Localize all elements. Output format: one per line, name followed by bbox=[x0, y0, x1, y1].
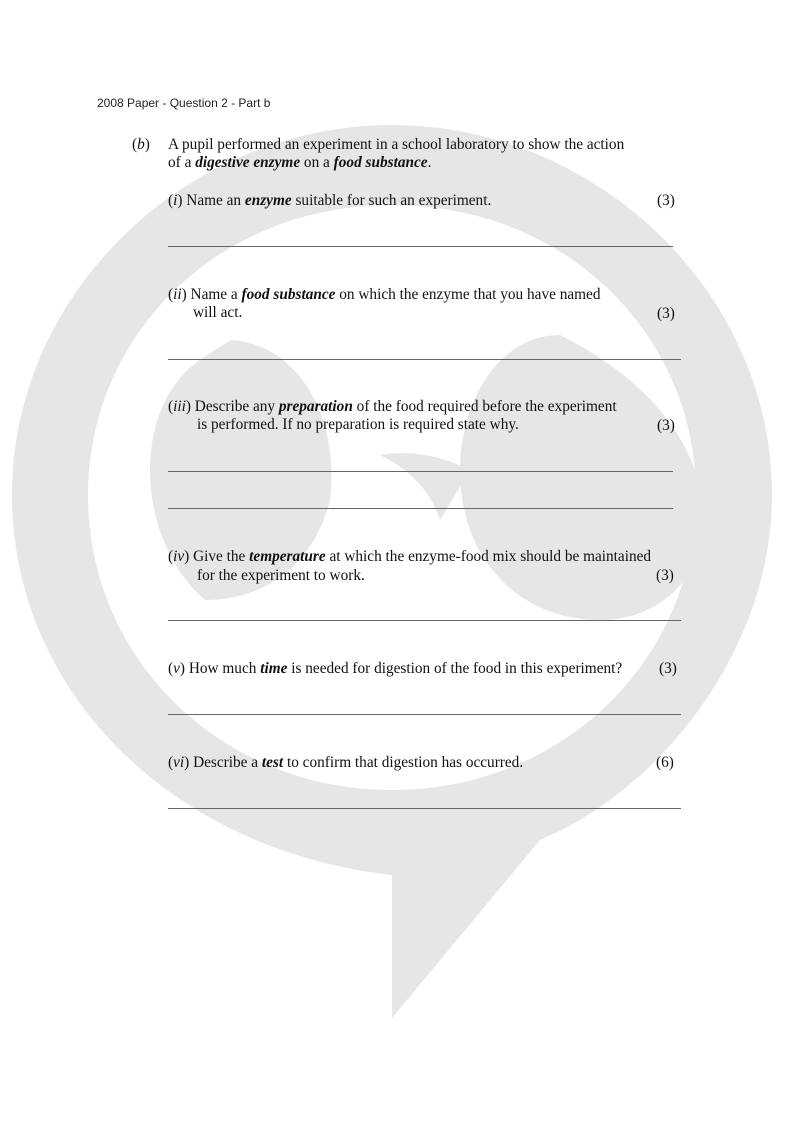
question-v: (v) How much time is needed for digestion of the food in this experiment? bbox=[168, 660, 623, 677]
question-iii-cont: is performed. If no preparation is required state why. bbox=[197, 416, 519, 433]
marks-ii: (3) bbox=[657, 305, 675, 322]
marks-i: (3) bbox=[657, 192, 675, 209]
answer-line-iv[interactable] bbox=[168, 620, 681, 621]
marks-vi: (6) bbox=[656, 754, 674, 771]
part-label: (b) bbox=[132, 136, 150, 153]
answer-line-iii-2[interactable] bbox=[168, 508, 673, 509]
question-iv-cont: for the experiment to work. bbox=[197, 567, 365, 584]
question-iii: (iii) Describe any preparation of the food required before the experiment bbox=[168, 398, 617, 415]
part-intro-line2: of a digestive enzyme on a food substance. bbox=[168, 154, 432, 171]
answer-line-vi[interactable] bbox=[168, 808, 681, 809]
part-intro-line1: A pupil performed an experiment in a school laboratory to show the action bbox=[168, 136, 625, 153]
question-vi: (vi) Describe a test to confirm that digestion has occurred. bbox=[168, 754, 524, 771]
page-header: 2008 Paper - Question 2 - Part b bbox=[97, 96, 271, 110]
marks-v: (3) bbox=[659, 660, 677, 677]
question-ii: (ii) Name a food substance on which the enzyme that you have named bbox=[168, 286, 601, 303]
marks-iv: (3) bbox=[656, 567, 674, 584]
answer-line-iii-1[interactable] bbox=[168, 471, 673, 472]
answer-line-ii[interactable] bbox=[168, 359, 681, 360]
answer-line-v[interactable] bbox=[168, 714, 681, 715]
answer-line-i[interactable] bbox=[168, 246, 673, 247]
marks-iii: (3) bbox=[657, 417, 675, 434]
question-ii-cont: will act. bbox=[193, 304, 243, 321]
question-i: (i) Name an enzyme suitable for such an experiment. bbox=[168, 192, 492, 209]
question-iv: (iv) Give the temperature at which the enzyme-food mix should be maintained bbox=[168, 548, 652, 565]
